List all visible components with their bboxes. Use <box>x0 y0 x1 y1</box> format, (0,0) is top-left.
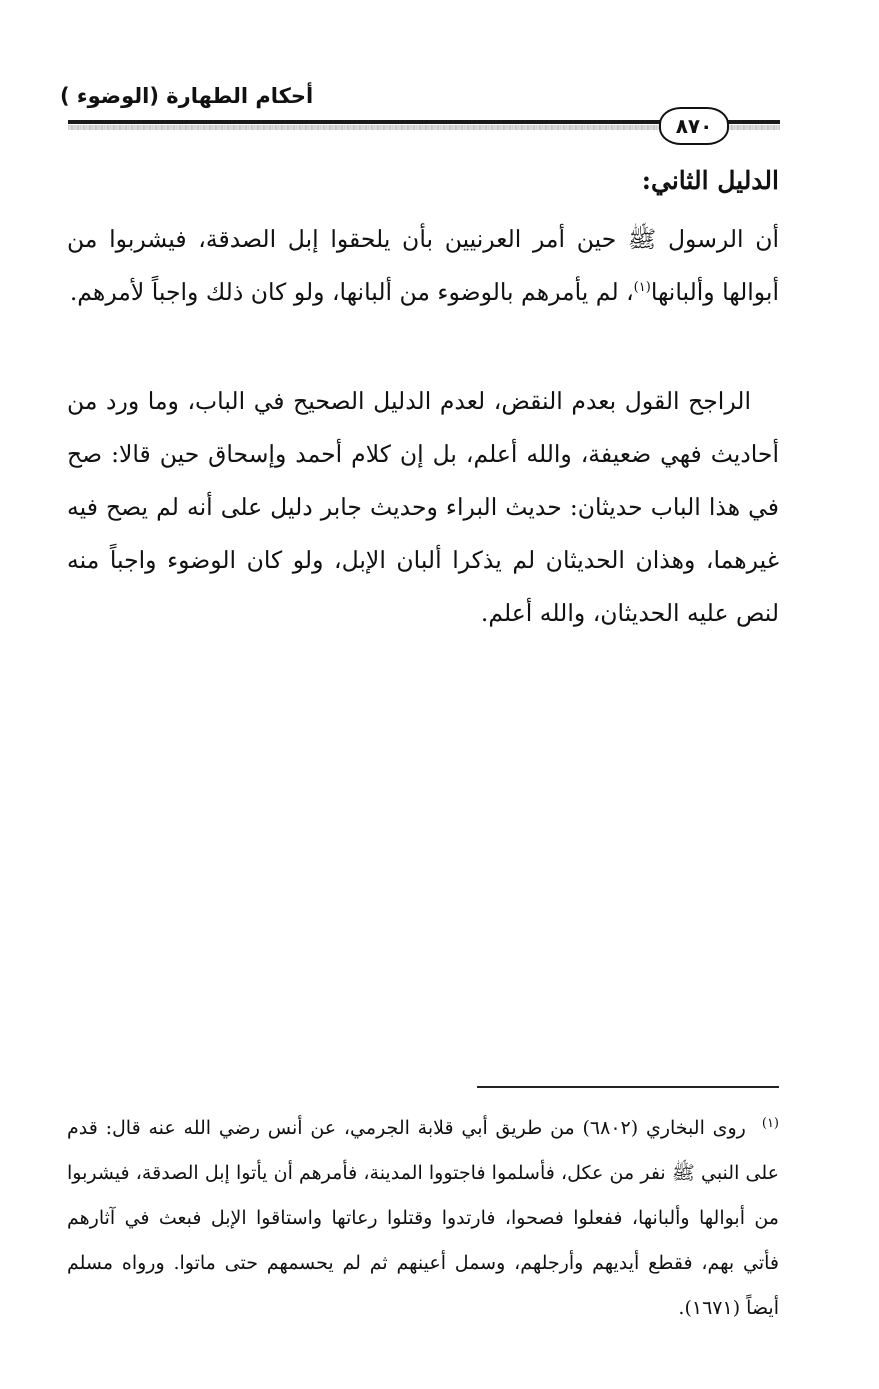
paragraph-2-text: الراجح القول بعدم النقض، لعدم الدليل الصحيح في الباب، وما ورد من أحاديث فهي ضعيفة، والله أعلم، بل إن كلام أحمد وإسحاق حين قالا: صح في هذا الباب حديثان: حديث البراء وحديث جابر دليل على أنه لم يصح فيه غيرهما، وهذان الحديثان لم يذكرا ألبان الإبل، ولو كان الوضوء واجباً منه لنص عليه الحديثان، والله أعلم. <box>67 387 779 627</box>
footnotes <box>67 1106 779 1331</box>
footnote-number: (١) <box>761 1115 779 1131</box>
page-number-text: ٨٧٠ <box>675 114 713 138</box>
footnote-text: روى البخاري (٦٨٠٢) من طريق أبي قلابة الجرمي، عن أنس رضي الله عنه قال: قدم على النبي ﷺ نفر من عكل، فأسلموا فاجتووا المدينة، فأمرهم أن يأتوا إبل الصدقة، فيشربوا من أبوالها وألبانها، ففعلوا فصحوا، فارتدوا وقتلوا رعاتها واستاقوا الإبل فبعث في آثارهم فأتي بهم، فقطع أيديهم وأرجلهم، وسمل أعينهم ثم لم يحسمهم حتى ماتوا. ورواه مسلم أيضاً (١٦٧١). <box>67 1117 779 1319</box>
section-heading: الدليل الثاني: <box>641 166 779 195</box>
paragraph-2 <box>67 375 779 640</box>
footnote-reference[interactable]: (١) <box>633 280 651 296</box>
paragraph-1 <box>67 213 779 319</box>
page-number <box>659 107 729 145</box>
paragraph-1-text-b: ، لم يأمرهم بالوضوء من ألبانها، ولو كان ذلك واجباً لأمرهم. <box>69 278 634 306</box>
paragraph-1-text-a: أن الرسول ﷺ حين أمر العرنيين بأن يلحقوا إبل الصدقة، فيشربوا من أبوالها وألبانها <box>67 225 779 306</box>
footnote-1 <box>67 1106 779 1331</box>
running-title: أحكام الطهارة (الوضوء ) <box>60 84 314 108</box>
footnote-separator <box>477 1086 779 1088</box>
